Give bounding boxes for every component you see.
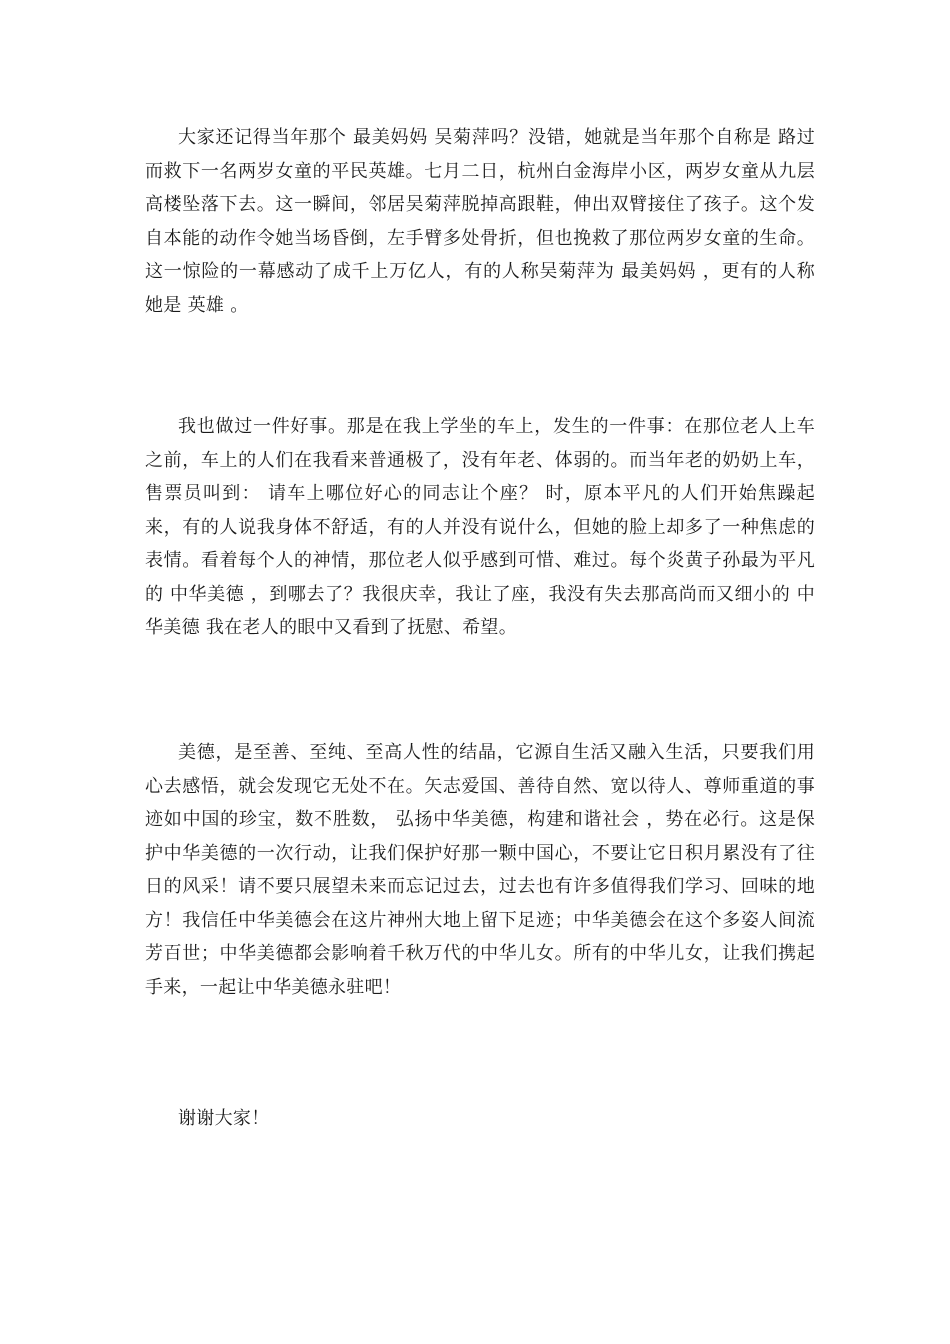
paragraph-wu-juping-story: 大家还记得当年那个 最美妈妈 吴菊萍吗？没错，她就是当年那个自称是 路过 而救下一名两岁女童的平民英雄。七月二日，杭州白金海岸小区，两岁女童从九层高楼坠落下去。这一瞬间，邻居吴菊萍脱掉高跟鞋，伸出双臂接住了孩子。这个发自本能的动作令她当场昏倒，左手臂多处骨折，但也挽救了那位两岁女童的生命。这一惊险的一幕感动了成千上万亿人，有的人称吴菊萍为 最美妈妈 ，更有的人称她是 英雄 。 (145, 127, 815, 316)
paragraph-virtue-reflection: 美德，是至善、至纯、至高人性的结晶，它源自生活又融入生活，只要我们用心去感悟，就会发现它无处不在。矢志爱国、善待自然、宽以待人、尊师重道的事迹如中国的珍宝，数不胜数， 弘扬中华美德，构建和谐社会 ，势在必行。这是保护中华美德的一次行动，让我们保护好那一颗中国心，不要让它日积月累没有了往日的风采！请不要只展望未来而忘记过去，过去也有许多值得我们学习、回味的地方！我信任中华美德会在这片神州大地上留下足迹；中华美德会在这个多姿人间流芳百世；中华美德都会影响着千秋万代的中华儿女。所有的中华儿女，让我们携起手来，一起让中华美德永驻吧！ (145, 742, 815, 998)
paragraph-giving-up-seat: 我也做过一件好事。那是在我上学坐的车上，发生的一件事：在那位老人上车之前，车上的人们在我看来普通极了，没有年老、体弱的。而当年老的奶奶上车，售票员叫到： 请车上哪位好心的同志让个座？ 时，原本平凡的人们开始焦躁起来，有的人说我身体不舒适，有的人并没有说什么，但她的脸上却多了一种焦虑的表情。看着每个人的神情，那位老人似乎感到可惜、难过。每个炎黄子孙最为平凡的 中华美德 ，到哪去了？我很庆幸，我让了座，我没有失去那高尚而又细小的 中华美德 我在老人的眼中又看到了抚慰、希望。 (145, 416, 815, 638)
paragraph-thanks: 谢谢大家！ (178, 1108, 270, 1129)
